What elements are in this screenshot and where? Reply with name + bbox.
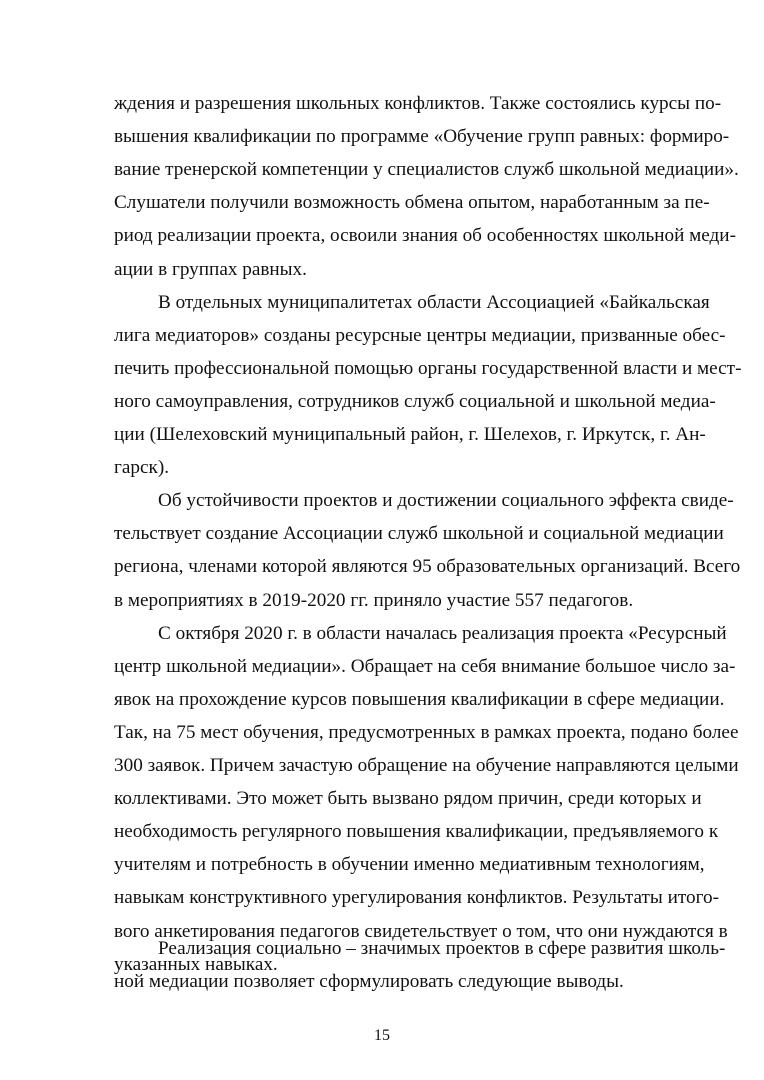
text-line: явок на прохождение курсов повышения квалификации в сфере медиации.: [114, 688, 725, 710]
text-line: ции (Шелеховский муниципальный район, г. Шелехов, г. Иркутск, г. Ан-: [114, 424, 706, 445]
text-line: вание тренерской компетенции у специалистов служб школьной медиации».: [114, 159, 739, 181]
text-line: ждения и разрешения школьных конфликтов. Также состоялись курсы по-: [114, 93, 722, 114]
text-line: Так, на 75 мест обучения, предусмотренных в рамках проекта, подано более: [114, 721, 739, 743]
text-line: в мероприятиях в 2019-2020 гг. приняло участие 557 педагогов.: [114, 589, 634, 611]
text-line: С октября 2020 г. в области началась реализация проекта «Ресурсный: [158, 622, 727, 644]
text-line: лига медиаторов» созданы ресурсные центры медиации, призванные обес-: [114, 324, 726, 346]
text-line: риод реализации проекта, освоили знания об особенностях школьной меди-: [114, 225, 736, 247]
text-line: указанных навыках.: [114, 953, 278, 975]
text-line: тельствует создание Ассоциации служб школьной и социальной медиации: [114, 523, 724, 545]
text-line: ации в группах равных.: [114, 258, 307, 280]
text-line: В отдельных муниципалитетах области Ассоциацией «Байкальская: [158, 291, 710, 313]
text-line: ной медиации позволяет сформулировать следующие выводы.: [114, 971, 624, 992]
text-line: навыкам конструктивного урегулирования конфликтов. Результаты итого-: [114, 887, 719, 909]
page-number: 15: [374, 1027, 390, 1044]
text-line: Об устойчивости проектов и достижении социального эффекта свиде-: [158, 490, 734, 512]
text-line: коллективами. Это может быть вызвано рядом причин, среди которых и: [114, 788, 702, 810]
text-line: учителям и потребность в обучении именно медиативным технологиям,: [114, 854, 705, 876]
text-line: печить профессиональной помощью органы государственной власти и мест-: [114, 357, 742, 379]
text-line: вого анкетирования педагогов свидетельствует о том, что они нуждаются в: [114, 920, 728, 942]
text-line: Слушатели получили возможность обмена опытом, наработанным за пе-: [114, 192, 710, 214]
text-line: гарск).: [114, 457, 170, 479]
text-line: 300 заявок. Причем зачастую обращение на обучение направляются целыми: [114, 755, 739, 776]
text-line: ного самоуправления, сотрудников служб социальной и школьной медиа-: [114, 390, 716, 412]
text-line: центр школьной медиации». Обращает на себя внимание большое число за-: [114, 655, 736, 677]
text-line: вышения квалификации по программе «Обучение групп равных: формиро-: [114, 126, 730, 148]
text-line: региона, членами которой являются 95 образовательных организаций. Всего: [114, 556, 741, 578]
text-line: необходимость регулярного повышения квалификации, предъявляемого к: [114, 821, 719, 843]
text-line: Реализация социально – значимых проектов в сфере развития школь-: [158, 938, 726, 959]
